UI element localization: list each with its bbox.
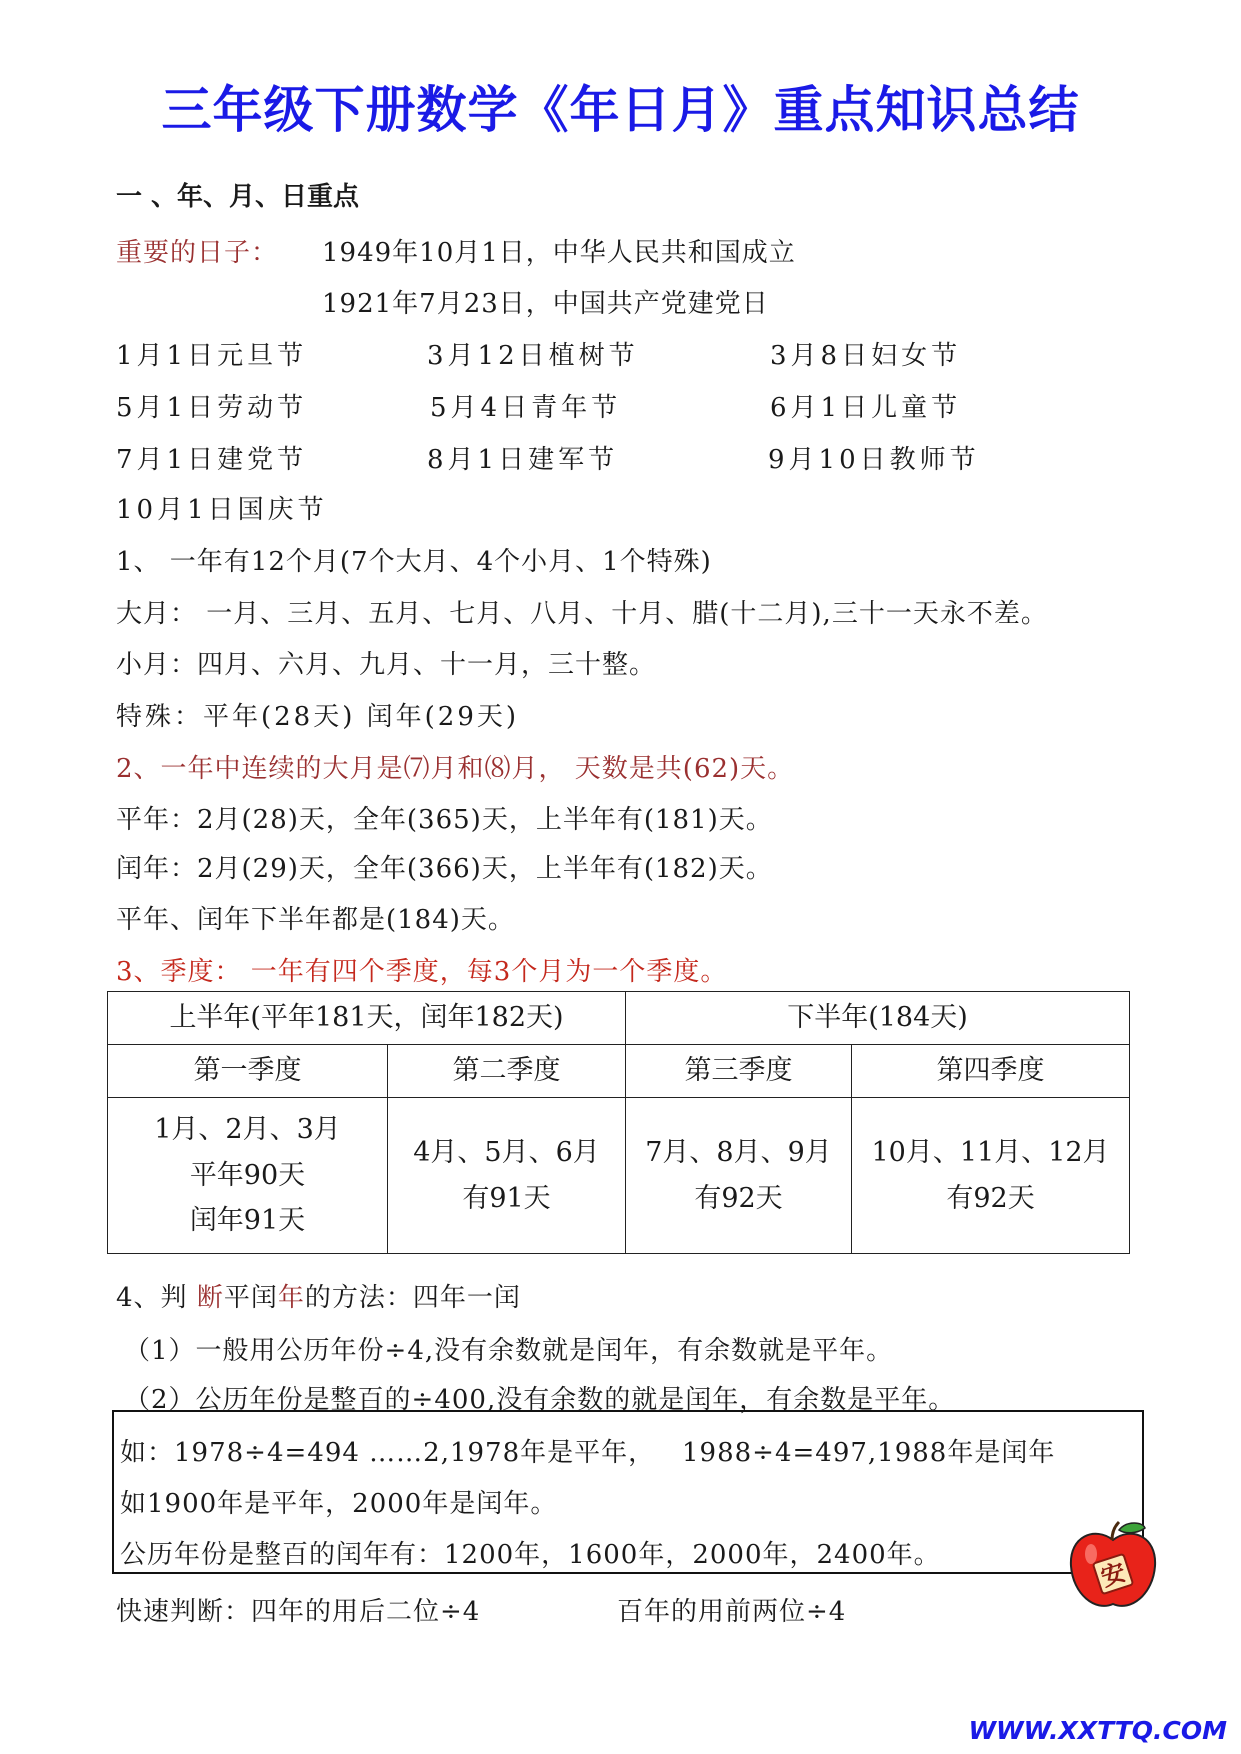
quick-judge-2: 百年的用前两位÷4	[617, 1597, 847, 1627]
important-days-label: 重要的日子：	[116, 238, 279, 268]
q3-days: 有92天	[694, 1182, 783, 1214]
holiday-item: 6月1日儿童节	[770, 393, 962, 423]
watermark: WWW.XXTTQ.COM	[968, 1716, 1227, 1745]
quarter-name: 第三季度	[626, 1045, 852, 1098]
q1-leap: 闰年91天	[189, 1205, 306, 1237]
point4-prefix: 4、判	[116, 1283, 197, 1313]
q2-cell	[388, 1098, 626, 1254]
example-1: 如：1978÷4=494 ……2,1978年是平年，	[120, 1438, 656, 1468]
example-3: 如1900年是平年，2000年是闰年。	[120, 1489, 558, 1519]
holiday-item: 5月1日劳动节	[116, 393, 308, 423]
point4-suffix: 的方法：四年一闰	[304, 1283, 521, 1313]
small-months: 小月：四月、六月、九月、十一月，三十整。	[116, 650, 657, 680]
q1-common: 平年90天	[189, 1159, 306, 1191]
first-half-header: 上半年(平年181天，闰年182天)	[108, 992, 626, 1045]
holiday-item: 9月10日教师节	[768, 445, 980, 475]
q1-months: 1月、2月、3月	[154, 1113, 341, 1145]
special-month: 特殊：平年(28天) 闰年(29天)	[116, 702, 520, 732]
second-half: 平年、闰年下半年都是(184)天。	[116, 905, 515, 935]
q1-cell	[108, 1098, 388, 1254]
quarter-table	[107, 991, 1130, 1254]
holiday-item: 3月8日妇女节	[770, 341, 962, 371]
quarter-name: 第二季度	[388, 1045, 626, 1098]
page-title: 三年级下册数学《年日月》重点知识总结	[161, 81, 1080, 139]
apple-icon	[1065, 1518, 1161, 1614]
q2-months: 4月、5月、6月	[413, 1136, 600, 1168]
apple-char: 安	[1097, 1557, 1130, 1592]
rule-2: （2）公历年份是整百的÷400,没有余数的就是闰年，有余数是平年。	[124, 1385, 956, 1415]
example-2: 1988÷4=497,1988年是闰年	[682, 1438, 1056, 1468]
point4-word-duan: 断	[196, 1283, 224, 1313]
q2-days: 有91天	[462, 1182, 551, 1214]
point1-line: 1、 一年有12个月(7个大月、4个小月、1个特殊)	[116, 547, 712, 577]
q3-months: 7月、8月、9月	[645, 1136, 832, 1168]
holiday-item: 7月1日建党节	[116, 445, 308, 475]
common-year: 平年：2月(28)天，全年(365)天，上半年有(181)天。	[116, 805, 773, 835]
example-4: 公历年份是整百的闰年有：1200年，1600年，2000年，2400年。	[120, 1540, 941, 1570]
leap-year: 闰年：2月(29)天，全年(366)天，上半年有(182)天。	[116, 854, 773, 884]
important-day-1: 1949年10月1日，中华人民共和国成立	[322, 238, 796, 268]
point3-line: 3、季度： 一年有四个季度，每3个月为一个季度。	[116, 957, 728, 987]
big-months: 大月： 一月、三月、五月、七月、八月、十月、腊(十二月),三十一天永不差。	[116, 599, 1048, 629]
point4-word-nian: 年	[277, 1283, 305, 1313]
point4-line	[116, 1277, 521, 1314]
holiday-item: 5月4日青年节	[430, 393, 622, 423]
q3-cell	[626, 1098, 852, 1254]
rule-1: （1）一般用公历年份÷4,没有余数就是闰年，有余数就是平年。	[124, 1336, 894, 1366]
holiday-item: 10月1日国庆节	[116, 495, 328, 525]
holiday-item: 8月1日建军节	[427, 445, 619, 475]
quarter-name: 第一季度	[108, 1045, 388, 1098]
q4-days: 有92天	[946, 1182, 1035, 1214]
holiday-item: 1月1日元旦节	[116, 341, 308, 371]
q4-months: 10月、11月、12月	[871, 1136, 1110, 1168]
point4-mid: 平闰	[223, 1283, 278, 1313]
second-half-header: 下半年(184天)	[626, 992, 1130, 1045]
quick-judge-1: 快速判断：四年的用后二位÷4	[116, 1597, 481, 1627]
holiday-item: 3月12日植树节	[427, 341, 639, 371]
point2-line: 2、一年中连续的大月是⑺月和⑻月， 天数是共(62)天。	[116, 754, 795, 784]
important-day-2: 1921年7月23日，中国共产党建党日	[322, 289, 769, 319]
section1-heading: 一 、年、月、日重点	[116, 182, 360, 212]
q4-cell	[852, 1098, 1130, 1254]
quarter-name: 第四季度	[852, 1045, 1130, 1098]
